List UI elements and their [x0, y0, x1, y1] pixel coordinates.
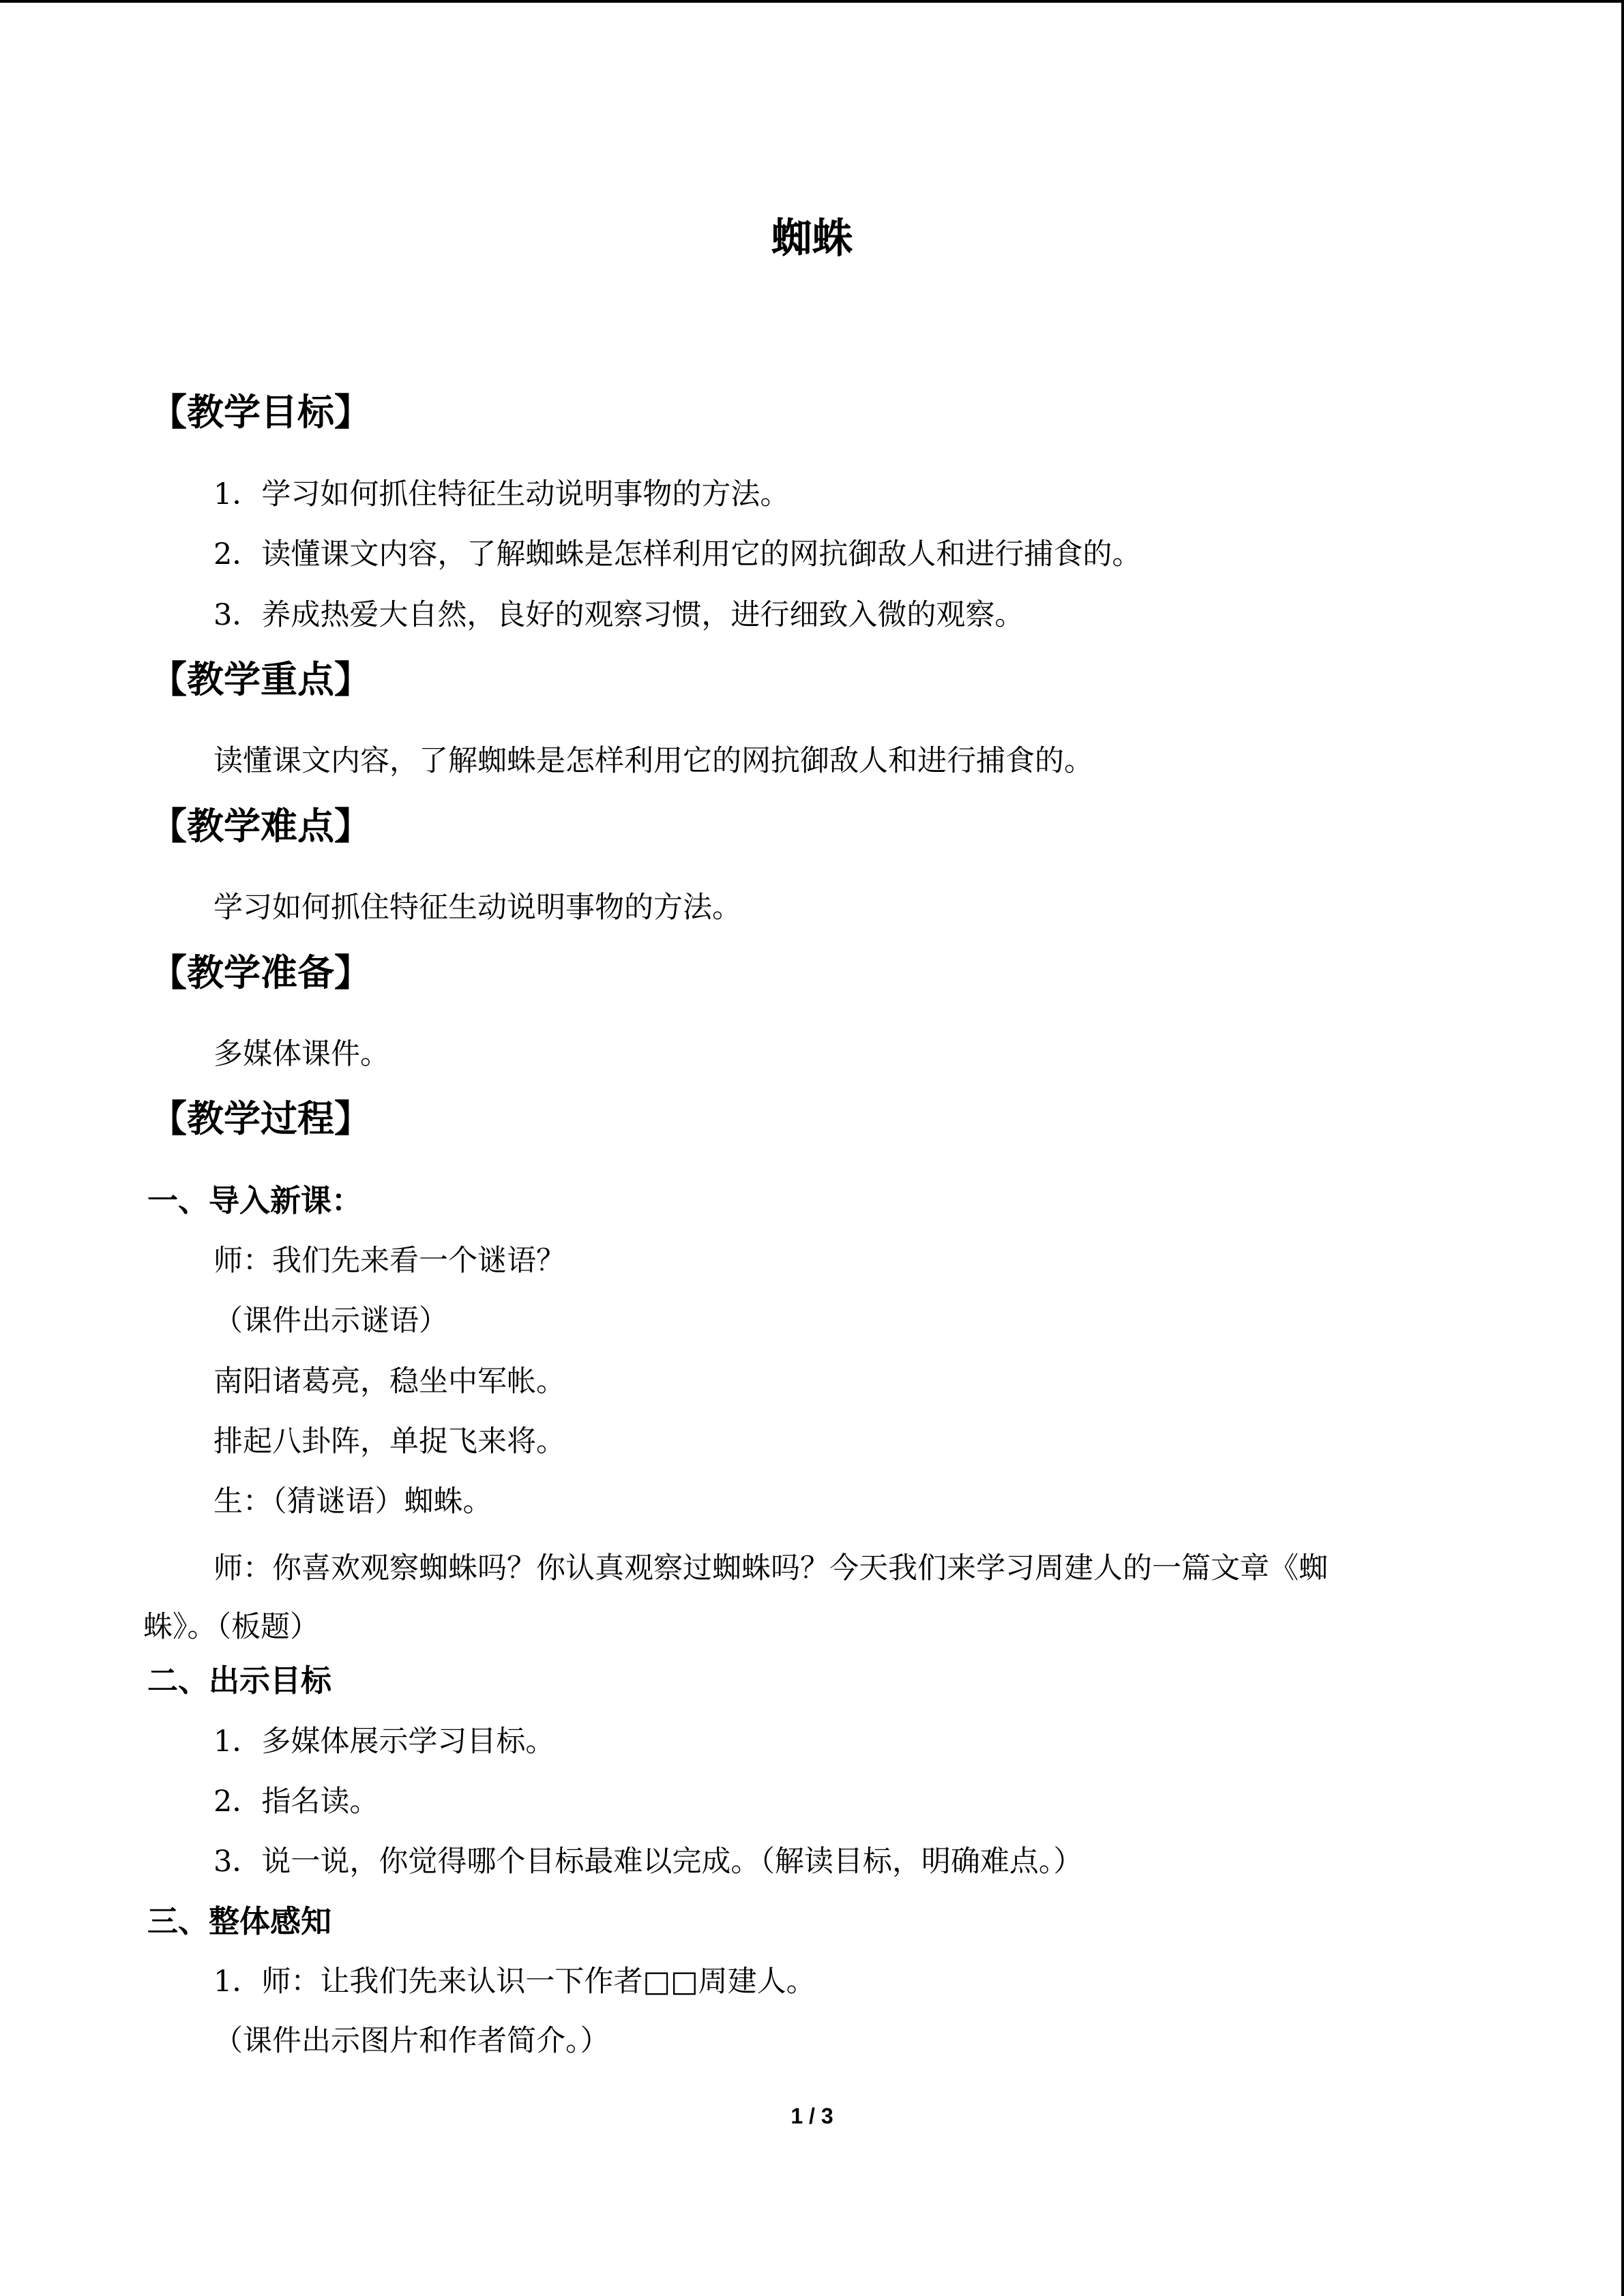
section-heading-difficulty: 【教学难点】: [150, 805, 371, 848]
key-point-text: 读懂课文内容，了解蜘蛛是怎样利用它的网抗御敌人和进行捕食的。: [213, 744, 1093, 778]
difficulty-text: 学习如何抓住特征生动说明事物的方法。: [213, 891, 741, 925]
step1-line: 排起八卦阵，单捉飞来将。: [213, 1425, 565, 1459]
step2-line: 1．多媒体展示学习目标。: [213, 1725, 555, 1759]
goal-item-1: 1．学习如何抓住特征生动说明事物的方法。: [213, 477, 790, 511]
step-heading-3: 三、整体感知: [147, 1903, 332, 1939]
step1-long-paragraph: 师：你喜欢观察蜘蛛吗？你认真观察过蜘蛛吗？今天我们来学习周建人的一篇文章《蜘蛛》。（板题）: [143, 1551, 1328, 1644]
goal-item-3: 3．养成热爱大自然，良好的观察习惯，进行细致入微的观察。: [213, 598, 1024, 632]
step1-line: （课件出示谜语）: [213, 1304, 448, 1338]
page-number: 1 / 3: [791, 2104, 833, 2128]
page-title: 蜘蛛: [771, 215, 853, 263]
step1-line: 师：我们先来看一个谜语？: [213, 1244, 565, 1278]
step3-line: 1．师：让我们先来认识一下作者□□周建人。: [213, 1965, 816, 1999]
step2-line: 2．指名读。: [213, 1785, 379, 1819]
section-heading-key: 【教学重点】: [150, 658, 371, 701]
section-heading-prep: 【教学准备】: [150, 951, 371, 994]
step-heading-2: 二、出示目标: [147, 1663, 332, 1699]
step-heading-1: 一、导入新课：: [147, 1182, 363, 1219]
goal-item-2: 2．读懂课文内容，了解蜘蛛是怎样利用它的网抗御敌人和进行捕食的。: [213, 537, 1142, 571]
step3-line: （课件出示图片和作者简介。）: [213, 2024, 610, 2058]
section-heading-goals: 【教学目标】: [150, 391, 371, 434]
prep-text: 多媒体课件。: [213, 1037, 389, 1071]
step2-line: 3．说一说，你觉得哪个目标最难以完成。（解读目标，明确难点。）: [213, 1845, 1083, 1879]
step1-line: 生：（猜谜语）蜘蛛。: [213, 1485, 492, 1519]
page-border-top: [0, 0, 1624, 3]
page-border-right: [1621, 0, 1624, 2296]
section-heading-process: 【教学过程】: [150, 1097, 371, 1140]
step1-line: 南阳诸葛亮，稳坐中军帐。: [213, 1365, 565, 1399]
